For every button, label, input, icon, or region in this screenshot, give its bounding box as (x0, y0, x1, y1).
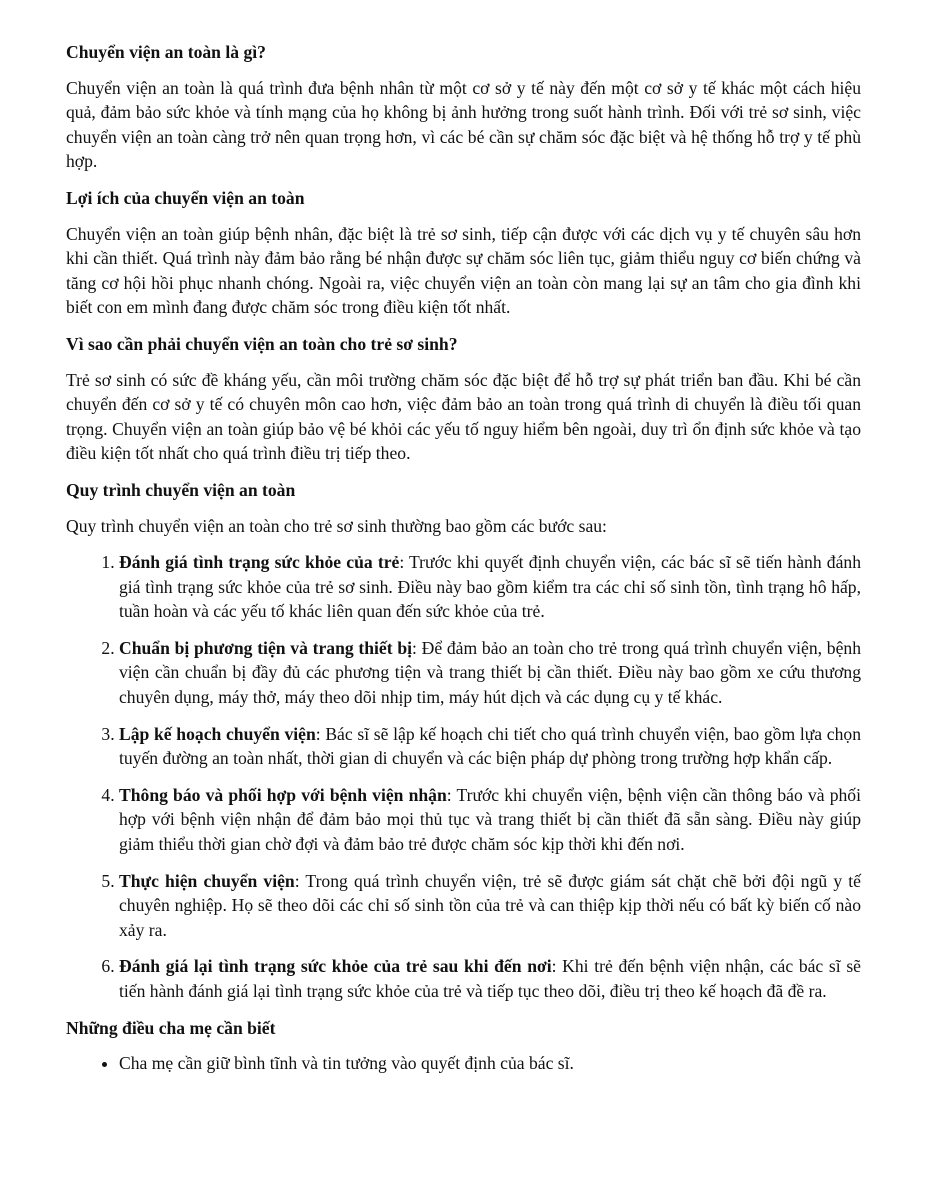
step-title: Chuẩn bị phương tiện và trang thiết bị (119, 637, 412, 658)
process-steps-list (66, 550, 861, 1004)
step-text: : Trước khi chuyển viện, bệnh viện cần thông báo và phối hợp với bệnh viện nhận để đảm bảo mọi thủ tục và trang thiết bị cần thiết đã sẵn sàng. Điều này giúp giảm thiểu thời gian chờ đợi và đảm bảo trẻ được chăm sóc kịp thời khi đến nơi. (119, 784, 861, 855)
process-step (119, 869, 861, 943)
step-title: Lập kế hoạch chuyển viện (119, 723, 316, 744)
step-text: : Bác sĩ sẽ lập kế hoạch chi tiết cho quá trình chuyển viện, bao gồm lựa chọn tuyến đường an toàn nhất, thời gian di chuyển và các biện pháp dự phòng trong trường hợp khẩn cấp. (119, 723, 861, 769)
step-text: : Khi trẻ đến bệnh viện nhận, các bác sĩ sẽ tiến hành đánh giá lại tình trạng sức khỏe của trẻ và tiếp tục theo dõi, điều trị theo kế hoạch đã đề ra. (119, 956, 861, 1001)
step-text: : Trước khi quyết định chuyển viện, các bác sĩ sẽ tiến hành đánh giá tình trạng sức khỏe của trẻ sơ sinh. Điều này bao gồm kiểm tra các chỉ số sinh tồn, tình trạng hô hấp, tuần hoàn và các yếu tố khác liên quan đến sức khỏe của trẻ. (119, 552, 861, 622)
heading-benefits: Lợi ích của chuyển viện an toàn (66, 187, 305, 208)
process-step (119, 550, 861, 624)
heading-what-is-safe-transfer: Chuyển viện an toàn là gì? (66, 42, 266, 62)
paragraph-why-needed: Trẻ sơ sinh có sức đề kháng yếu, cần môi trường chăm sóc đặc biệt để hỗ trợ sự phát triển ban đầu. Khi bé cần chuyển đến cơ sở y tế có chuyên môn cao hơn, việc đảm bảo an toàn trong quá trình di chuyển là điều tối quan trọng. Chuyển viện an toàn giúp bảo vệ bé khỏi các yếu tố nguy hiểm bên ngoài, duy trì ổn định sức khỏe và tạo điều kiện tốt nhất cho quá trình điều trị tiếp theo. (66, 369, 861, 464)
process-step (119, 636, 861, 710)
heading-parents: Những điều cha mẹ cần biết (66, 1017, 276, 1038)
step-title: Thông báo và phối hợp với bệnh viện nhận (119, 784, 447, 805)
list-item: • Cha mẹ cần giữ bình tĩnh và tin tưởng vào quyết định của bác sĩ. (119, 1051, 861, 1076)
heading-why-needed: Vì sao cần phải chuyển viện an toàn cho trẻ sơ sinh? (66, 333, 458, 354)
step-title: Đánh giá tình trạng sức khỏe của trẻ (119, 552, 400, 573)
process-step (119, 722, 861, 771)
process-step (119, 954, 861, 1003)
paragraph-benefits: Chuyển viện an toàn giúp bệnh nhân, đặc biệt là trẻ sơ sinh, tiếp cận được với các dịch vụ y tế chuyên sâu hơn khi cần thiết. Quá trình này đảm bảo rằng bé nhận được sự chăm sóc liên tục, giảm thiểu nguy cơ biến chứng và tăng cơ hội hồi phục nhanh chóng. Ngoài ra, việc chuyển viện an toàn còn mang lại sự an tâm cho gia đình khi biết con em mình đang được chăm sóc trong điều kiện tốt nhất. (66, 223, 861, 318)
paragraph-what-is-safe-transfer: Chuyển viện an toàn là quá trình đưa bệnh nhân từ một cơ sở y tế này đến một cơ sở y tế khác một cách hiệu quả, đảm bảo sức khỏe và tính mạng của họ không bị ảnh hưởng trong suốt hành trình. Đối với trẻ sơ sinh, việc chuyển viện an toàn càng trở nên quan trọng hơn, vì các bé cần sự chăm sóc đặc biệt và hệ thống hỗ trợ y tế phù hợp. (66, 77, 861, 172)
step-title: Đánh giá lại tình trạng sức khỏe của trẻ sau khi đến nơi (119, 956, 552, 977)
heading-process: Quy trình chuyển viện an toàn (66, 479, 296, 500)
step-text: : Để đảm bảo an toàn cho trẻ trong quá trình chuyển viện, bệnh viện cần chuẩn bị đầy đủ các phương tiện và trang thiết bị cần thiết. Điều này bao gồm xe cứu thương chuyên dụng, máy thở, máy theo dõi nhịp tim, máy hút dịch và các dụng cụ y tế khác. (119, 637, 861, 708)
process-step (119, 783, 861, 857)
paragraph-process-intro: Quy trình chuyển viện an toàn cho trẻ sơ sinh thường bao gồm các bước sau: (66, 515, 607, 536)
parents-notes-list (66, 1051, 861, 1076)
step-text: : Trong quá trình chuyển viện, trẻ sẽ được giám sát chặt chẽ bởi đội ngũ y tế chuyên nghiệp. Họ sẽ theo dõi các chỉ số sinh tồn của trẻ và can thiệp kịp thời nếu có bất kỳ biến cố nào xảy ra. (119, 870, 861, 940)
step-title: Thực hiện chuyển viện (119, 870, 295, 891)
